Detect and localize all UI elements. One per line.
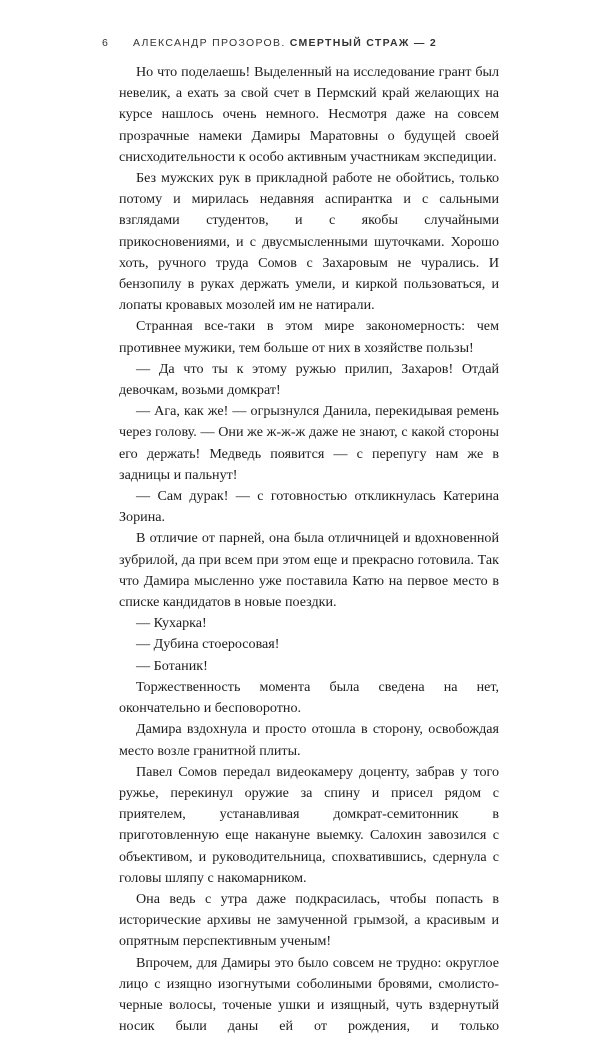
paragraph: — Дубина стоеросовая! [136, 636, 280, 653]
header-author: АЛЕКСАНДР ПРОЗОРОВ. [133, 37, 286, 49]
paragraph: Впрочем, для Дамиры это было совсем не трудно: округлое лицо с изящно изогнутыми соболиными бровями, смолисто-черные волосы, точеные ушки и изящный, чуть вздернутый носик были даны ей от рождения, и только [119, 954, 499, 1035]
paragraph: — Ага, как же! — огрызнулся Данила, перекидывая ремень через голову. — Они же ж-ж-ж даже не знают, с какой стороны его держать! Медведь появится — с перепугу нам же в задницы и пальнут! [119, 403, 499, 483]
header-title: СМЕРТНЫЙ СТРАЖ — 2 [289, 37, 438, 49]
paragraph: Дамира вздохнула и просто отошла в сторону, освобождая место возле гранитной плиты. [119, 721, 499, 759]
page-number: 6 [102, 37, 108, 49]
paragraph: Без мужских рук в прикладной работе не обойтись, только потому и мирилась недавняя аспирантка и с сальными взглядами студентов, и с якобы случайными прикосновениями, и с двусмысленными шуточками. Хорошо хоть, ручного труда Сомов с Захаровым не чурались. И бензопилу в руках держать умели, и киркой пользоваться, и лопаты кровавых мозолей им не натирали. [119, 170, 499, 314]
paragraph: В отличие от парней, она была отличницей и вдохновенной зубрилой, да при всем при этом еще и прекрасно готовила. Так что Дамира мысленно уже поставила Катю на первое место в списке кандидатов в новые поездки. [119, 530, 499, 611]
page-body [119, 62, 499, 1037]
paragraph: — Кухарка! [136, 615, 207, 632]
paragraph: Торжественность момента была сведена на нет, окончательно и бесповоротно. [119, 678, 499, 717]
paragraph: — Да что ты к этому ружью прилип, Захаров! Отдай девочкам, возьми домкрат! [119, 360, 499, 399]
paragraph: Павел Сомов передал видеокамеру доценту, забрав у того ружье, перекинул оружие за спину и присел рядом с приятелем, устанавливая домкрат-семитонник в приготовленную еще накануне выемку. Салохин завозился с объективом, и руководительница, спохватившись, сдернула с головы шляпу с накомарником. [119, 763, 499, 886]
paragraph: — Ботаник! [136, 657, 208, 674]
paragraph: — Сам дурак! — с готовностью откликнулась Катерина Зорина. [119, 488, 499, 526]
paragraph: Но что поделаешь! Выделенный на исследование грант был невелик, а ехать за свой счет в Пермский край желающих на курсе нашлось очень немного. Несмотря даже на совсем прозрачные намеки Дамиры Маратовны о будущей своей снисходительности к особо активным участникам экспедиции. [119, 64, 499, 165]
running-header [102, 37, 437, 49]
paragraph: Она ведь с утра даже подкрасилась, чтобы попасть в исторические архивы не замученной грымзой, а красивым и опрятным перспективным ученым! [119, 890, 499, 950]
paragraph: Странная все-таки в этом мире закономерность: чем противнее мужики, тем больше от них в хозяйстве пользы! [119, 318, 499, 356]
